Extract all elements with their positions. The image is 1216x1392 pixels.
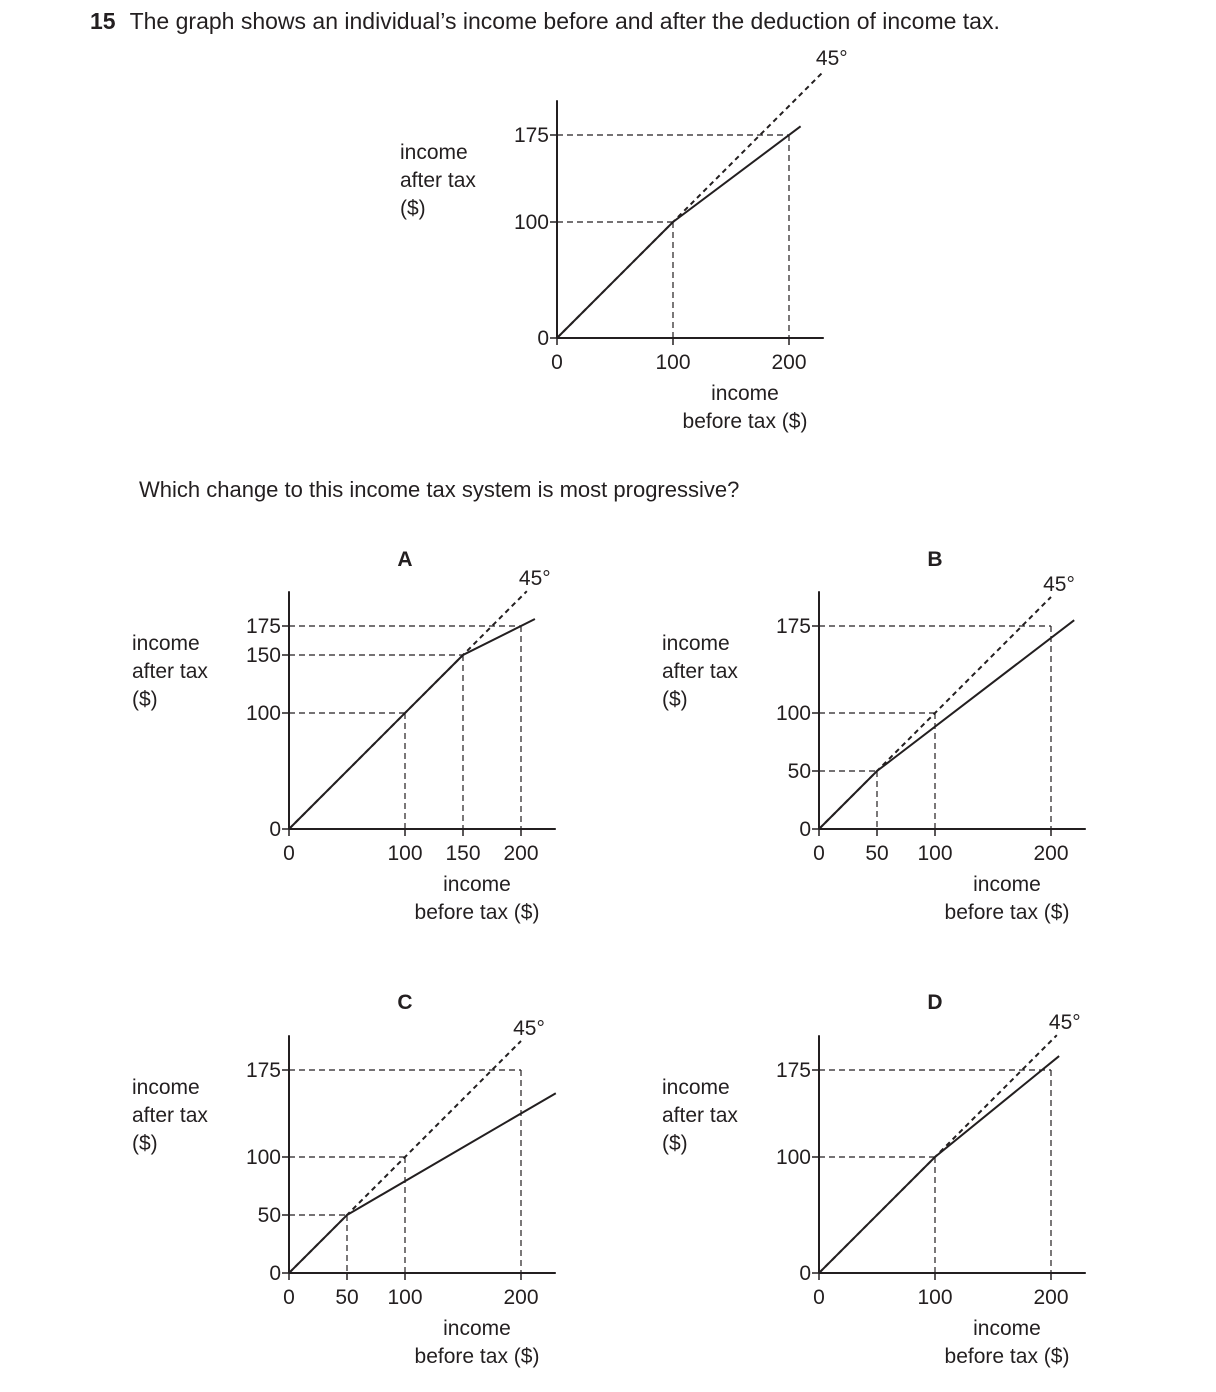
y-axis-label: income [662, 632, 730, 655]
x-tick-label: 200 [1033, 842, 1069, 865]
x-tick-label: 200 [771, 351, 807, 374]
y-tick-label: 0 [269, 818, 281, 841]
y-tick-label: 175 [775, 615, 811, 638]
question-prompt: Which change to this income tax system is most progressive? [139, 477, 740, 502]
y-tick-label: 175 [245, 615, 281, 638]
y-axis-label: income [132, 632, 200, 655]
y-tick-label: 50 [787, 760, 811, 783]
y-axis-label: ($) [662, 688, 688, 711]
y-axis-label: income [662, 1076, 730, 1099]
x-axis-label: income [973, 1317, 1041, 1340]
x-axis-label: before tax ($) [944, 1345, 1070, 1368]
x-axis-label: before tax ($) [944, 901, 1070, 924]
angle-label: 45° [518, 567, 551, 591]
y-tick-label: 100 [775, 702, 811, 725]
angle-label: 45° [1043, 573, 1075, 596]
income-line [819, 620, 1074, 829]
y-tick-label: 0 [269, 1262, 281, 1285]
y-tick-label: 175 [775, 1059, 811, 1082]
x-axis-label: before tax ($) [414, 901, 540, 924]
y-axis-label: ($) [662, 1132, 688, 1155]
x-tick-label: 100 [387, 1286, 423, 1309]
y-tick-label: 50 [257, 1204, 281, 1227]
chart-original [400, 47, 848, 433]
x-tick-label: 0 [813, 1286, 825, 1309]
y-tick-label: 175 [245, 1059, 281, 1082]
angle-label: 45° [815, 47, 848, 71]
question-text: The graph shows an individual’s income before and after the deduction of income tax. [129, 8, 1000, 34]
chart-D [662, 991, 1086, 1368]
x-tick-label: 0 [283, 842, 295, 865]
chart-B [662, 548, 1086, 924]
option-label-B: B [927, 548, 943, 571]
income-line [819, 1056, 1059, 1273]
y-axis-label: income [132, 1076, 200, 1099]
chart-A [132, 548, 556, 924]
y-tick-label: 100 [775, 1146, 811, 1169]
y-axis-label: after tax [132, 1104, 208, 1127]
y-tick-label: 100 [245, 1146, 281, 1169]
y-axis-label: after tax [400, 169, 476, 192]
income-line [289, 619, 535, 829]
x-tick-label: 100 [917, 842, 953, 865]
x-tick-label: 50 [335, 1286, 359, 1309]
x-axis-label: before tax ($) [414, 1345, 540, 1368]
x-axis-label: income [443, 873, 511, 896]
x-tick-label: 100 [917, 1286, 953, 1309]
y-tick-label: 100 [245, 702, 281, 725]
y-axis-label: ($) [400, 197, 426, 220]
option-label-C: C [397, 991, 413, 1014]
x-tick-label: 200 [503, 842, 539, 865]
option-label-D: D [927, 991, 943, 1014]
chart-C [132, 991, 556, 1368]
y-tick-label: 100 [513, 211, 549, 234]
x-tick-label: 100 [655, 351, 691, 374]
y-axis-label: after tax [662, 660, 738, 683]
question-number: 15 [90, 8, 116, 34]
angle-label: 45° [513, 1017, 545, 1040]
x-tick-label: 50 [865, 842, 889, 865]
x-tick-label: 0 [551, 351, 563, 374]
y-axis-label: after tax [132, 660, 208, 683]
income-line [289, 1093, 556, 1273]
x-tick-label: 150 [445, 842, 481, 865]
angle-label: 45° [1048, 1011, 1081, 1035]
y-tick-label: 0 [799, 818, 811, 841]
income-line [557, 126, 801, 338]
y-tick-label: 0 [799, 1262, 811, 1285]
y-tick-label: 150 [245, 644, 281, 667]
x-axis-label: income [443, 1317, 511, 1340]
option-label-A: A [397, 548, 413, 571]
y-axis-label: ($) [132, 1132, 158, 1155]
x-tick-label: 0 [813, 842, 825, 865]
x-tick-label: 200 [503, 1286, 539, 1309]
y-tick-label: 175 [513, 124, 549, 147]
x-axis-label: income [973, 873, 1041, 896]
x-axis-label: income [711, 382, 779, 405]
y-axis-label: ($) [132, 688, 158, 711]
x-tick-label: 0 [283, 1286, 295, 1309]
y-axis-label: income [400, 141, 468, 164]
y-tick-label: 0 [537, 327, 549, 350]
x-tick-label: 100 [387, 842, 423, 865]
y-axis-label: after tax [662, 1104, 738, 1127]
x-tick-label: 200 [1033, 1286, 1069, 1309]
x-axis-label: before tax ($) [682, 410, 808, 433]
